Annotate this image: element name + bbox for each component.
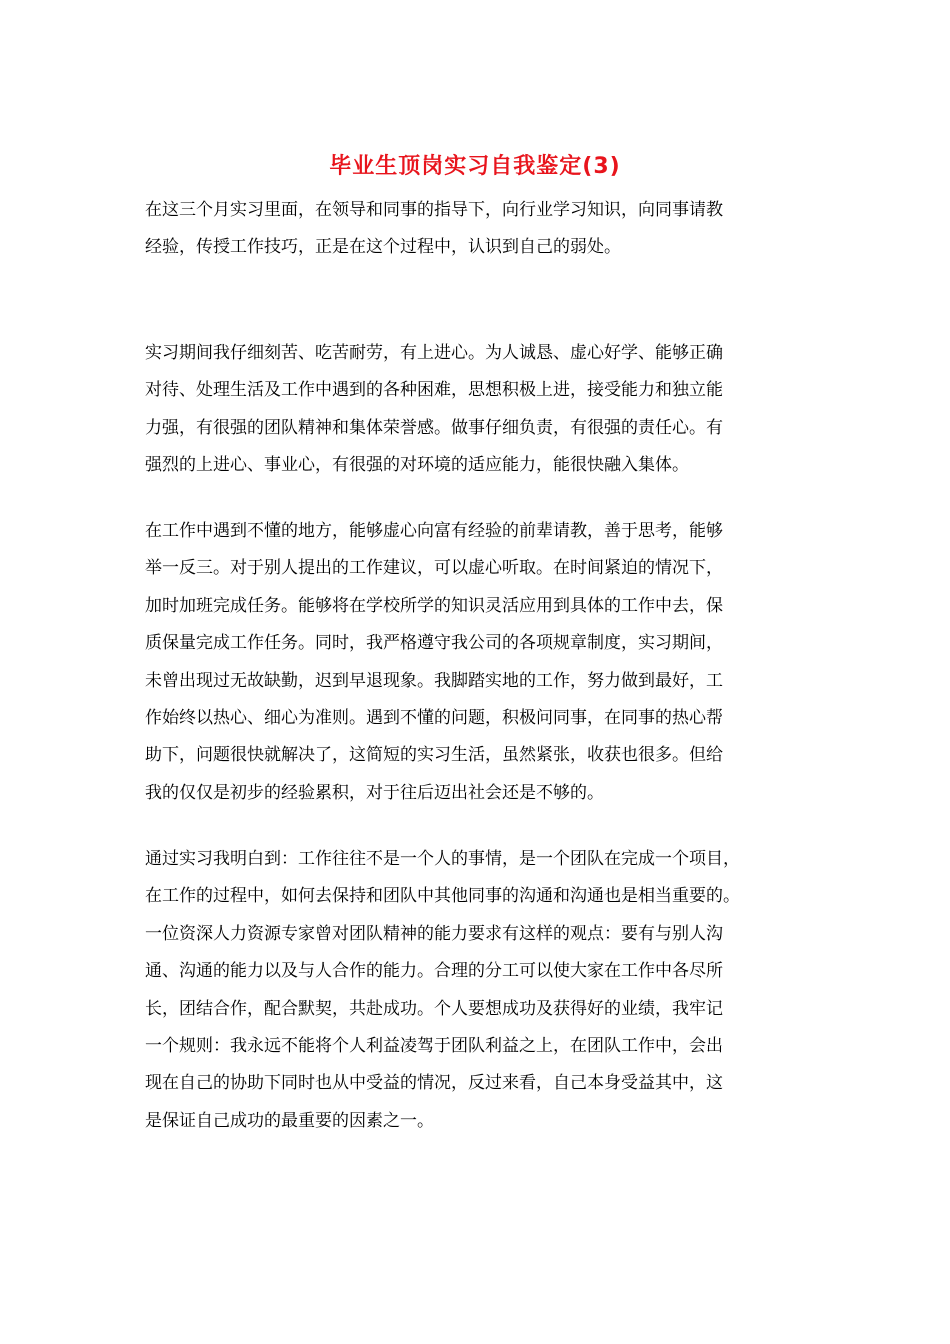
paragraph-4: [145, 841, 813, 1140]
paragraph-line: 是保证自己成功的最重要的因素之一。: [145, 1110, 434, 1131]
paragraph-line: 一位资深人力资源专家曾对团队精神的能力要求有这样的观点：要有与别人沟: [145, 923, 723, 944]
paragraph-line: 在这三个月实习里面，在领导和同事的指导下，向行业学习知识，向同事请教: [145, 200, 723, 220]
paragraph-line: 实习期间我仔细刻苦、吃苦耐劳，有上进心。为人诚恳、虚心好学、能够正确: [145, 343, 723, 363]
paragraph-line: 一个规则：我永远不能将个人利益凌驾于团队利益之上，在团队工作中，会出: [145, 1036, 723, 1057]
paragraph-line: 未曾出现过无故缺勤，迟到早退现象。我脚踏实地的工作，努力做到最好，工: [145, 670, 723, 691]
paragraph-line: 在工作的过程中，如何去保持和团队中其他同事的沟通和沟通也是相当重要的。: [145, 886, 740, 907]
paragraph-line: 质保量完成工作任务。同时，我严格遵守我公司的各项规章制度，实习期间，: [145, 633, 723, 654]
paragraph-line: 举一反三。对于别人提出的工作建议，可以虚心听取。在时间紧迫的情况下，: [145, 558, 723, 579]
paragraph-line: 力强，有很强的团队精神和集体荣誉感。做事仔细负责，有很强的责任心。有: [145, 417, 723, 438]
paragraph-3: [145, 513, 813, 812]
paragraph-line: 助下，问题很快就解决了，这简短的实习生活，虽然紧张，收获也很多。但给: [145, 745, 723, 766]
paragraph-line: 我的仅仅是初步的经验累积，对于往后迈出社会还是不够的。: [145, 782, 604, 803]
document-title: 毕业生顶岗实习自我鉴定(3): [329, 154, 621, 179]
paragraph-line: 强烈的上进心、事业心，有很强的对环境的适应能力，能很快融入集体。: [145, 455, 689, 476]
paragraph-line: 通过实习我明白到：工作往往不是一个人的事情，是一个团队在完成一个项目，: [145, 849, 740, 869]
paragraph-line: 现在自己的协助下同时也从中受益的情况，反过来看，自己本身受益其中，这: [145, 1073, 723, 1094]
paragraph-line: 通、沟通的能力以及与人合作的能力。合理的分工可以使大家在工作中各尽所: [145, 961, 723, 982]
paragraph-line: 加时加班完成任务。能够将在学校所学的知识灵活应用到具体的工作中去，保: [145, 595, 723, 616]
paragraph-line: 经验，传授工作技巧，正是在这个过程中，认识到自己的弱处。: [145, 237, 621, 258]
paragraph-2: [145, 335, 813, 485]
paragraph-line: 在工作中遇到不懂的地方，能够虚心向富有经验的前辈请教，善于思考，能够: [145, 521, 723, 541]
paragraph-line: 长，团结合作，配合默契，共赴成功。个人要想成功及获得好的业绩，我牢记: [145, 998, 723, 1019]
paragraph-1: [145, 192, 813, 267]
paragraph-line: 对待、处理生活及工作中遇到的各种困难，思想积极上进，接受能力和独立能: [145, 380, 723, 401]
paragraph-line: 作始终以热心、细心为准则。遇到不懂的问题，积极问同事，在同事的热心帮: [145, 708, 723, 729]
